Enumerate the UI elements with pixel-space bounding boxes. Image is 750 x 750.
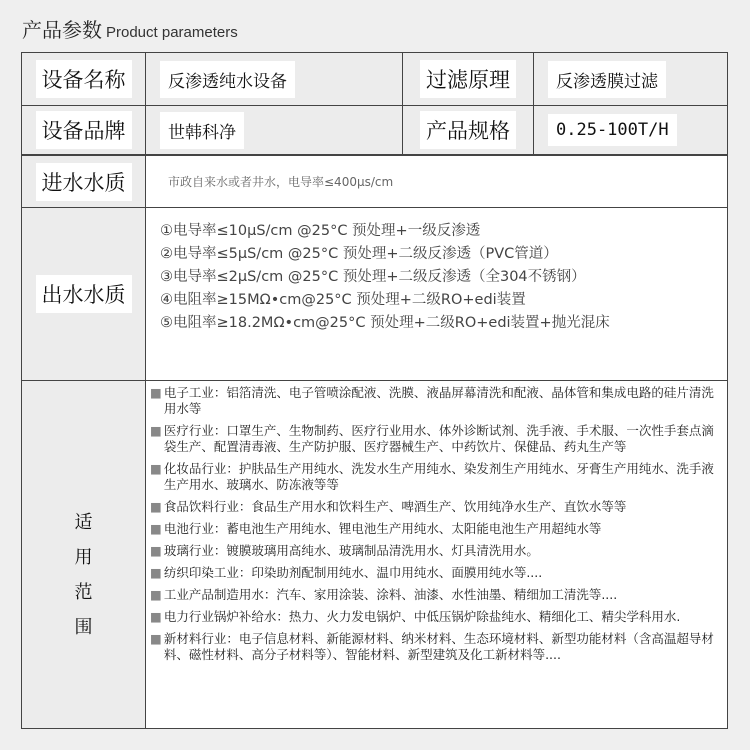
label-text: 产品规格: [420, 111, 516, 149]
page-title: [22, 14, 238, 43]
label-scope: [21, 380, 146, 729]
scope-list: [145, 380, 728, 729]
scope-item: [150, 461, 721, 493]
bullet-icon: ■: [150, 587, 162, 602]
scope-text: 电子工业：铝箔清洗、电子管喷涂配液、洗膜、液晶屏幕清洗和配液、晶体管和集成电路的硅片清洗用水等: [163, 385, 714, 416]
outlet-item: ④电阻率≥15MΩ•cm@25°C 预处理+二级RO+edi装置: [160, 292, 526, 308]
bullet-icon: ■: [150, 423, 162, 438]
outlet-item: ②电导率≤5μS/cm @25°C 预处理+二级反渗透（PVC管道）: [160, 246, 558, 262]
scope-item: [150, 385, 721, 417]
bullet-icon: ■: [150, 461, 162, 476]
outlet-item: ⑤电阻率≥18.2MΩ•cm@25°C 预处理+二级RO+edi装置+抛光混床: [160, 315, 610, 331]
bullet-icon: ■: [150, 521, 162, 536]
title-en: Product parameters: [106, 24, 238, 41]
title-cn: 产品参数: [22, 18, 102, 42]
bullet-icon: ■: [150, 565, 162, 580]
scope-char: 适: [74, 511, 93, 533]
value-text: 反渗透纯水设备: [160, 61, 295, 98]
scope-text: 电力行业锅炉补给水：热力、火力发电锅炉、中低压锅炉除盐纯水、精细化工、精尖学科用水.: [163, 609, 681, 624]
value-filter-principle: [533, 52, 728, 106]
value-device-name: [145, 52, 403, 106]
label-filter-principle: [402, 52, 534, 106]
scope-item: [150, 499, 721, 515]
bullet-icon: ■: [150, 385, 162, 400]
scope-text: 纺织印染工业：印染助剂配制用纯水、温巾用纯水、面膜用纯水等....: [163, 565, 543, 580]
scope-text: 玻璃行业：镀膜玻璃用高纯水、玻璃制品清洗用水、灯具清洗用水。: [163, 543, 539, 558]
label-outlet: [21, 207, 146, 381]
bullet-icon: ■: [150, 609, 162, 624]
scope-text: 电池行业：蓄电池生产用纯水、锂电池生产用纯水、太阳能电池生产用超纯水等: [163, 521, 602, 536]
value-text: 世韩科净: [160, 112, 244, 149]
bullet-icon: ■: [150, 543, 162, 558]
scope-item: [150, 423, 721, 455]
value-text: 反渗透膜过滤: [548, 61, 666, 98]
value-spec: [533, 105, 728, 155]
label-spec: [402, 105, 534, 155]
scope-item: [150, 587, 721, 603]
label-text: 进水水质: [36, 163, 132, 201]
label-inlet: [21, 155, 146, 208]
scope-item: [150, 543, 721, 559]
value-text: 0.25-100T/H: [548, 114, 677, 146]
value-inlet: 市政自来水或者井水，电导率≤400μs/cm: [145, 155, 728, 208]
scope-char: 范: [74, 581, 93, 603]
scope-text: 化妆品行业：护肤品生产用纯水、洗发水生产用纯水、染发剂生产用纯水、牙膏生产用纯水、洗手液生产用水、玻璃水、防冻液等等: [163, 461, 714, 492]
label-brand: [21, 105, 146, 155]
bullet-icon: ■: [150, 499, 162, 514]
outlet-list: [145, 207, 728, 381]
outlet-item: ①电导率≤10μS/cm @25°C 预处理+一级反渗透: [160, 223, 481, 239]
label-device-name: [21, 52, 146, 106]
outlet-item: ③电导率≤2μS/cm @25°C 预处理+二级反渗透（全304不锈钢）: [160, 269, 586, 285]
scope-item: [150, 631, 721, 663]
scope-char: 围: [74, 616, 93, 638]
scope-char: 用: [74, 546, 93, 568]
scope-item: [150, 565, 721, 581]
value-brand: [145, 105, 403, 155]
bullet-icon: ■: [150, 631, 162, 646]
scope-text: 新材料行业：电子信息材料、新能源材料、纳米材料、生态环境材料、新型功能材料（含高温超导材料、磁性材料、高分子材料等）、智能材料、新型建筑及化工新材料等....: [163, 631, 714, 662]
scope-text: 医疗行业：口罩生产、生物制药、医疗行业用水、体外诊断试剂、洗手液、手术服、一次性手套点滴袋生产、配置清毒液、生产防护服、医疗器械生产、中药饮片、保健品、药丸生产等: [163, 423, 714, 454]
label-text: 设备名称: [36, 60, 132, 98]
scope-item: [150, 609, 721, 625]
scope-text: 工业产品制造用水：汽车、家用涂装、涂料、油漆、水性油墨、精细加工清洗等....: [163, 587, 618, 602]
label-text: 设备品牌: [36, 111, 132, 149]
scope-text: 食品饮料行业：食品生产用水和饮料生产、啤酒生产、饮用纯净水生产、直饮水等等: [163, 499, 627, 514]
label-text: 过滤原理: [420, 60, 516, 98]
scope-item: [150, 521, 721, 537]
label-text: 出水水质: [36, 275, 132, 313]
